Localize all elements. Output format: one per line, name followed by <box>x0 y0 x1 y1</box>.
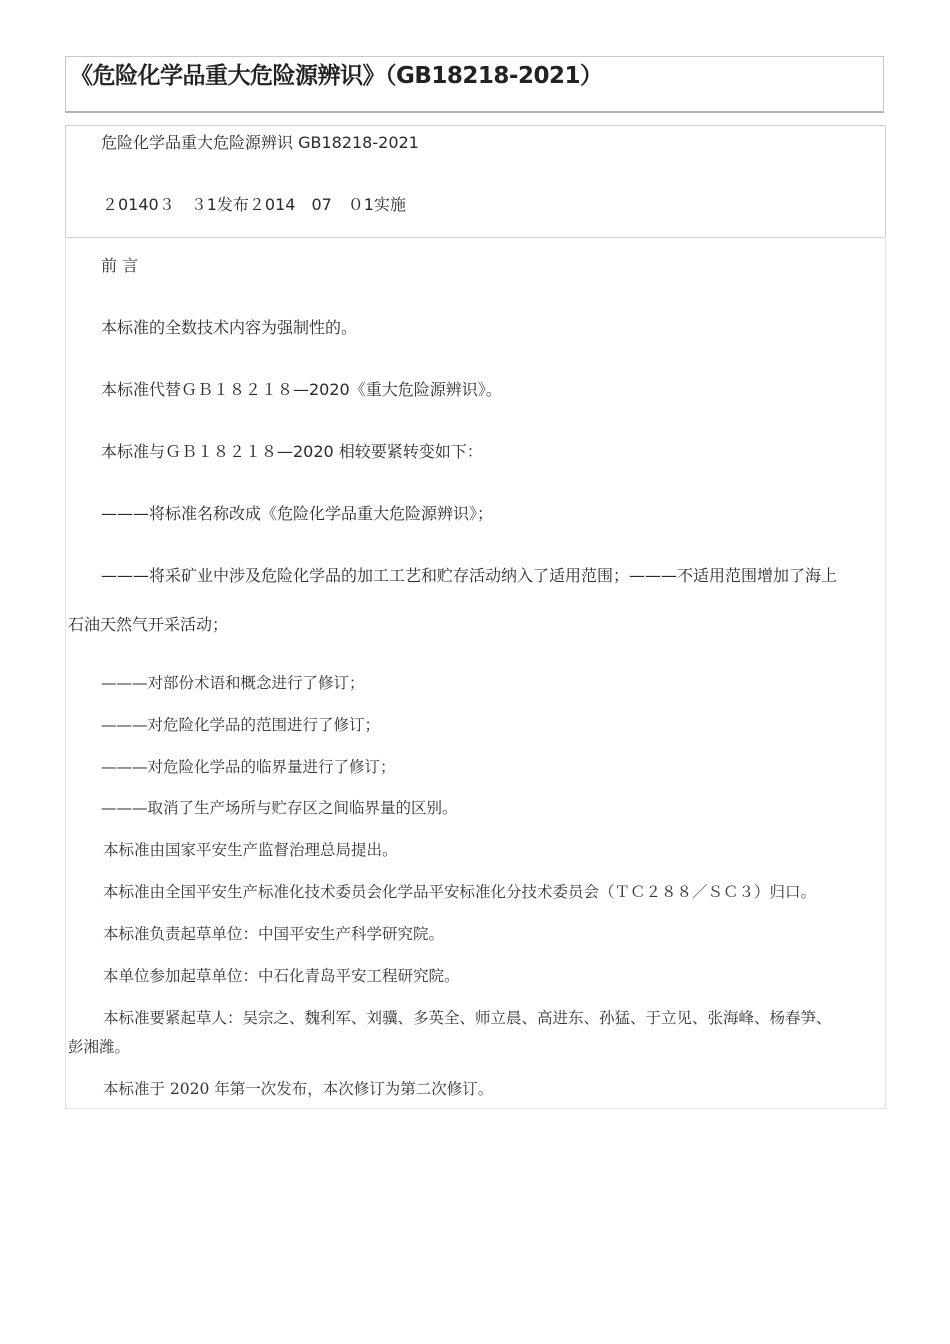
changes-intro: 本标准与ＧＢ１８２１８—2020 相较要紧转变如下： <box>101 442 483 461</box>
mandatory-statement: 本标准的全数技术内容为强制性的。 <box>101 318 358 337</box>
change-item-4: ———对危险化学品的范围进行了修订； <box>101 716 381 734</box>
drafting-unit: 本标准负责起草单位：中国平安生产科学研究院。 <box>103 925 445 943</box>
drafters-list-continued: 彭湘潍。 <box>68 1038 131 1056</box>
change-item-1: ———将标准名称改成《危险化学品重大危险源辨识》； <box>101 504 494 523</box>
change-item-3: ———对部份术语和概念进行了修订； <box>101 674 365 692</box>
change-item-6: ———取消了生产场所与贮存区之间临界量的区别。 <box>101 799 458 817</box>
document-title: 《危险化学品重大危险源辨识》（GB18218-2021） <box>70 63 603 89</box>
change-item-2-continued: 石油天然气开采活动； <box>68 615 229 634</box>
change-item-2: ———将采矿业中涉及危险化学品的加工工艺和贮存活动纳入了适用范围；———不适用范围增加了海上 <box>101 566 838 585</box>
standard-name: 危险化学品重大危险源辨识 GB18218-2021 <box>101 133 419 152</box>
proposer-statement: 本标准由国家平安生产监督治理总局提出。 <box>103 841 398 859</box>
foreword-section <box>65 237 886 1109</box>
revision-history: 本标准于 2020 年第一次发布，本次修订为第二次修订。 <box>103 1080 494 1098</box>
participating-unit: 本单位参加起草单位：中石化青岛平安工程研究院。 <box>103 967 460 985</box>
replacement-statement: 本标准代替ＧＢ１８２１８—2020《重大危险源辨识》。 <box>101 380 502 399</box>
standard-header-box <box>65 125 886 238</box>
publish-dates: ２0140３ ３1发布２014 07 ０1实施 <box>102 195 406 214</box>
drafters-list: 本标准要紧起草人：吴宗之、魏利军、刘骥、多英全、师立晨、高进东、孙猛、于立见、张海峰、杨春笋、 <box>103 1009 832 1027</box>
change-item-5: ———对危险化学品的临界量进行了修订； <box>101 758 396 776</box>
centralized-statement: 本标准由全国平安生产标准化技术委员会化学品平安标准化分技术委员会（ＴＣ２８８／ＳＣ３）归口。 <box>103 883 817 901</box>
title-box <box>65 56 884 113</box>
foreword-heading: 前 言 <box>101 256 139 275</box>
